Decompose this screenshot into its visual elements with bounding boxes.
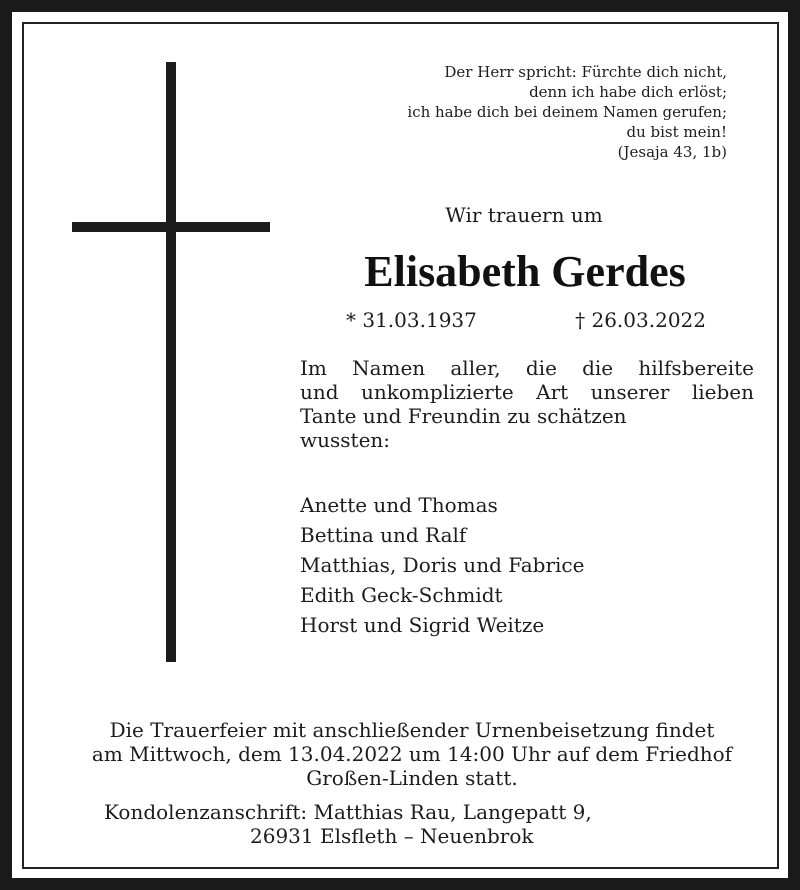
- funeral-line: Die Trauerfeier mit anschließender Urnenbeisetzung findet: [109, 718, 715, 742]
- verse-line: denn ich habe dich erlöst;: [529, 83, 727, 101]
- death-date: † 26.03.2022: [575, 308, 706, 332]
- mourner-item: Anette und Thomas: [300, 493, 498, 517]
- deceased-name: Elisabeth Gerdes: [364, 247, 686, 296]
- obituary-card: [12, 12, 788, 878]
- mourners-list: [300, 490, 754, 640]
- birth-date: * 31.03.1937: [346, 308, 477, 332]
- bible-verse: [307, 62, 727, 162]
- intro-text: Wir trauern um: [445, 203, 603, 227]
- condolence-address: [54, 800, 770, 848]
- funeral-line: am Mittwoch, dem 13.04.2022 um 14:00 Uhr auf dem Friedhof: [91, 742, 733, 766]
- message-line: wussten:: [300, 428, 391, 452]
- memorial-message: [300, 356, 754, 452]
- verse-line: Der Herr spricht: Fürchte dich nicht,: [444, 63, 727, 81]
- condolence-line: 26931 Elsfleth – Neuenbrok: [250, 824, 534, 848]
- obituary-frame: [22, 22, 779, 869]
- verse-line: ich habe dich bei deinem Namen gerufen;: [407, 103, 727, 121]
- mourner-item: Horst und Sigrid Weitze: [300, 613, 545, 637]
- cross-horizontal-bar: [72, 222, 270, 232]
- verse-reference: (Jesaja 43, 1b): [617, 143, 727, 161]
- mourner-item: Matthias, Doris und Fabrice: [300, 553, 585, 577]
- message-line: Im Namen aller, die die hilfsbereite: [300, 356, 754, 380]
- condolence-line: Kondolenzanschrift: Matthias Rau, Langepatt 9,: [104, 800, 592, 824]
- mourner-item: Bettina und Ralf: [300, 523, 467, 547]
- life-dates: [346, 306, 706, 334]
- message-line: und unkomplizierte Art unserer lieben: [300, 380, 754, 404]
- mourner-item: Edith Geck-Schmidt: [300, 583, 503, 607]
- verse-line: du bist mein!: [626, 123, 727, 141]
- funeral-line: Großen-Linden statt.: [306, 766, 518, 790]
- funeral-notice: [54, 718, 770, 790]
- message-line: Tante und Freundin zu schätzen: [300, 404, 627, 428]
- cross-vertical-bar: [166, 62, 176, 662]
